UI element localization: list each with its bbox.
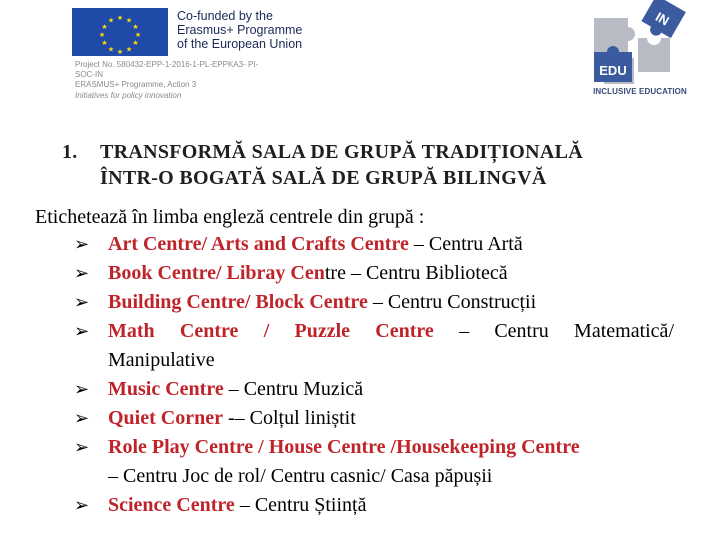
centre-name-en: Music Centre <box>108 378 224 400</box>
project-line: Initiatives for policy innovation <box>75 90 182 100</box>
svg-text:★: ★ <box>134 31 142 39</box>
list-item-continuation: Manipulative <box>108 349 215 371</box>
in-tag: IN <box>653 9 672 29</box>
project-line: Project No. 580432-EPP-1-2016-1-PL-EPPKA3- PI- <box>75 60 259 69</box>
svg-text:★: ★ <box>98 31 106 39</box>
svg-text:★: ★ <box>132 39 139 47</box>
centre-name-ro: – Centru Artă <box>408 233 523 255</box>
list-item <box>74 375 674 404</box>
centre-name-en-tail: tre <box>324 262 346 284</box>
cofund-text <box>177 9 317 51</box>
centre-name-en: Science Centre <box>108 494 235 516</box>
arrow-bullet-icon: ➢ <box>74 263 90 284</box>
centre-name-ro: – Centru Construcții <box>367 291 537 313</box>
centre-name-en: Book Centre/ Libray Cen <box>108 262 325 284</box>
svg-text:★: ★ <box>116 48 124 56</box>
eu-flag-logo <box>72 8 168 56</box>
list-item <box>74 230 674 259</box>
list-item-continuation: – Centru Joc de rol/ Centru casnic/ Casa păpușii <box>108 465 493 487</box>
heading-number: 1. <box>62 141 78 163</box>
arrow-bullet-icon: ➢ <box>74 379 90 400</box>
project-info <box>75 60 335 101</box>
list-item <box>74 433 674 462</box>
centre-name-ro: – Centru Bibliotecă <box>345 262 508 284</box>
cofund-line: Co-funded by the <box>177 9 273 23</box>
heading-line-2: ÎNTR-O BOGATĂ SALĂ DE GRUPĂ BILINGVĂ <box>100 167 547 187</box>
list-item <box>74 288 674 317</box>
centre-name-ro: – Centru Matematică/ <box>433 320 674 342</box>
intro-text: Etichetează în limba engleză centrele din grupă : <box>35 206 425 228</box>
svg-text:★: ★ <box>125 16 133 25</box>
section-heading <box>62 139 682 187</box>
centre-name-en: Math Centre / Puzzle Centre <box>108 320 434 342</box>
project-line: SOC-IN <box>75 70 103 80</box>
svg-text:★: ★ <box>107 45 115 54</box>
cofund-line: of the European Union <box>177 37 303 51</box>
centre-name-en: Art Centre/ Arts and Crafts Centre <box>108 233 409 255</box>
arrow-bullet-icon: ➢ <box>74 234 90 255</box>
inclusive-education-logo <box>586 0 690 88</box>
svg-text:★: ★ <box>125 45 133 54</box>
arrow-bullet-icon: ➢ <box>74 437 90 458</box>
list-item <box>74 491 674 520</box>
centre-name-ro: – Centru Știință <box>234 494 367 516</box>
list-item <box>74 404 674 433</box>
arrow-bullet-icon: ➢ <box>74 321 90 342</box>
inclusive-education-label: INCLUSIVE EDUCATION <box>593 87 687 96</box>
arrow-bullet-icon: ➢ <box>74 495 90 516</box>
centre-name-en: Building Centre/ Block Centre <box>108 291 368 313</box>
centre-name-en: Quiet Corner <box>108 407 223 429</box>
arrow-bullet-icon: ➢ <box>74 292 90 313</box>
list-item <box>74 317 674 346</box>
svg-text:★: ★ <box>132 23 139 31</box>
centre-list <box>74 230 674 520</box>
svg-text:★: ★ <box>101 39 108 47</box>
svg-text:★: ★ <box>107 16 115 25</box>
edu-tag: EDU <box>599 63 627 78</box>
centre-name-en: Role Play Centre / House Centre /Housekeeping Centre <box>108 436 580 458</box>
arrow-bullet-icon: ➢ <box>74 408 90 429</box>
cofund-line: Erasmus+ Programme <box>177 23 303 37</box>
project-line: ERASMUS+ Programme, Action 3 <box>75 80 197 90</box>
list-item <box>74 259 674 288</box>
svg-text:★: ★ <box>116 14 124 22</box>
centre-name-ro: -– Colțul liniștit <box>222 407 356 429</box>
centre-name-ro: – Centru Muzică <box>223 378 364 400</box>
svg-text:★: ★ <box>101 23 108 31</box>
heading-line-1: TRANSFORMĂ SALA DE GRUPĂ TRADIȚIONALĂ <box>100 141 584 163</box>
